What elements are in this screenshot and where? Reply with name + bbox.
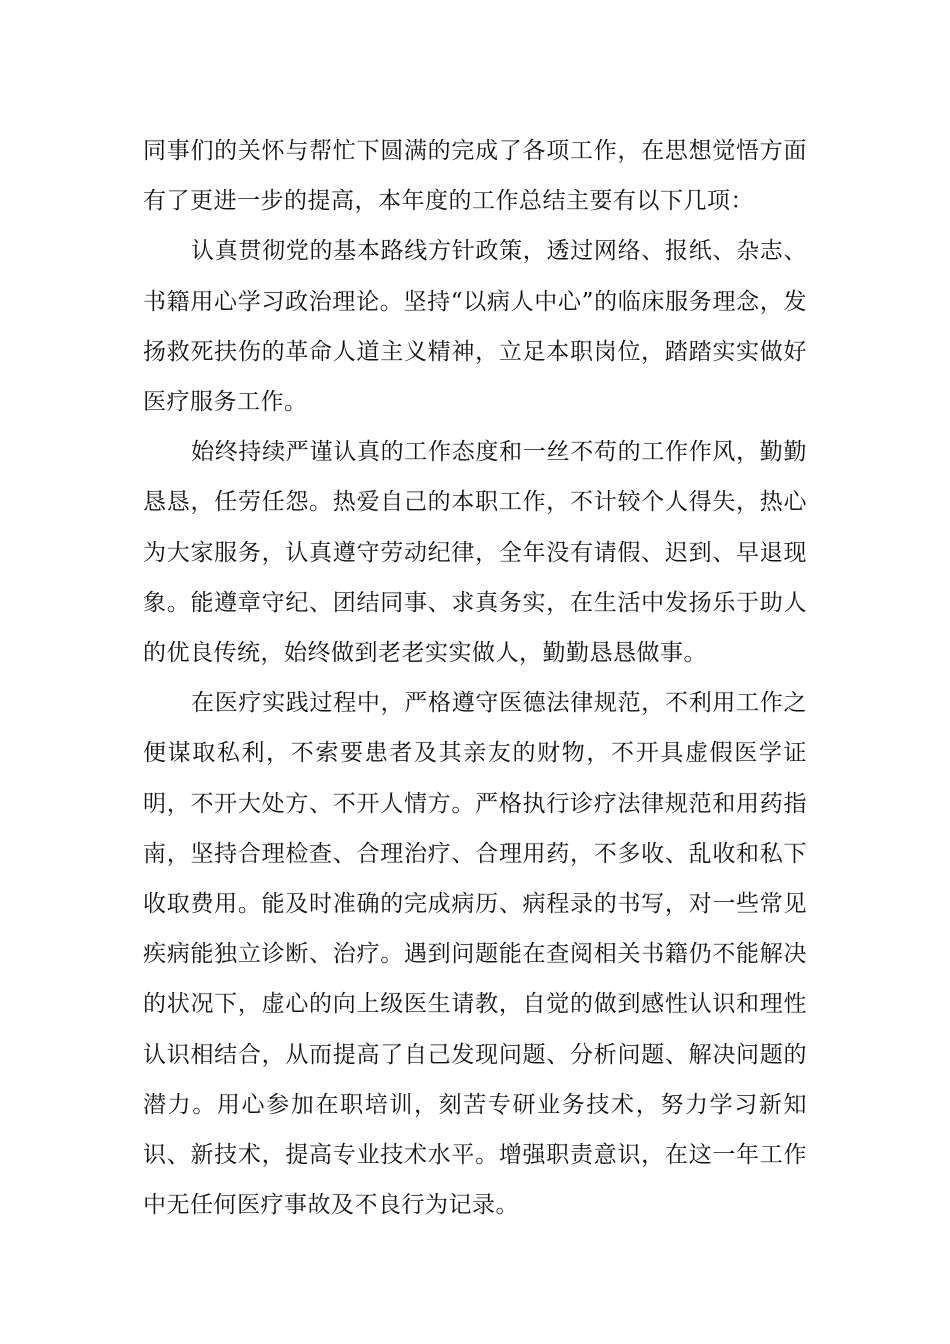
document-body (143, 126, 807, 1230)
paragraph-medical-practice: 在医疗实践过程中，严格遵守医德法律规范，不利用工作之便谋取私利，不索要患者及其亲友的财物，不开具虚假医学证明，不开大处方、不开人情方。严格执行诊疗法律规范和用药指南，坚持合理检查、合理治疗、合理用药，不多收、乱收和私下收取费用。能及时准确的完成病历、病程录的书写，对一些常见疾病能独立诊断、治疗。遇到问题能在查阅相关书籍仍不能解决的状况下，虚心的向上级医生请教，自觉的做到感性认识和理性认识相结合，从而提高了自己发现问题、分析问题、解决问题的潜力。用心参加在职培训，刻苦专研业务技术，努力学习新知识、新技术，提高专业技术水平。增强职责意识，在这一年工作中无任何医疗事故及不良行为记录。 (143, 690, 807, 1219)
paragraph-political-study: 认真贯彻党的基本路线方针政策，透过网络、报纸、杂志、书籍用心学习政治理论。坚持“以病人中心”的临床服务理念，发扬救死扶伤的革命人道主义精神，立足本职岗位，踏踏实实做好医疗服务工作。 (143, 238, 807, 416)
paragraph-work-attitude: 始终持续严谨认真的工作态度和一丝不苟的工作作风，勤勤恳恳，任劳任怨。热爱自己的本职工作，不计较个人得失，热心为大家服务，认真遵守劳动纪律，全年没有请假、迟到、早退现象。能遵章守纪、团结同事、求真务实，在生活中发扬乐于助人的优良传统，始终做到老老实实做人，勤勤恳恳做事。 (143, 439, 807, 667)
paragraph-continuation: 同事们的关怀与帮忙下圆满的完成了各项工作，在思想觉悟方面有了更进一步的提高，本年度的工作总结主要有以下几项： (143, 138, 807, 215)
